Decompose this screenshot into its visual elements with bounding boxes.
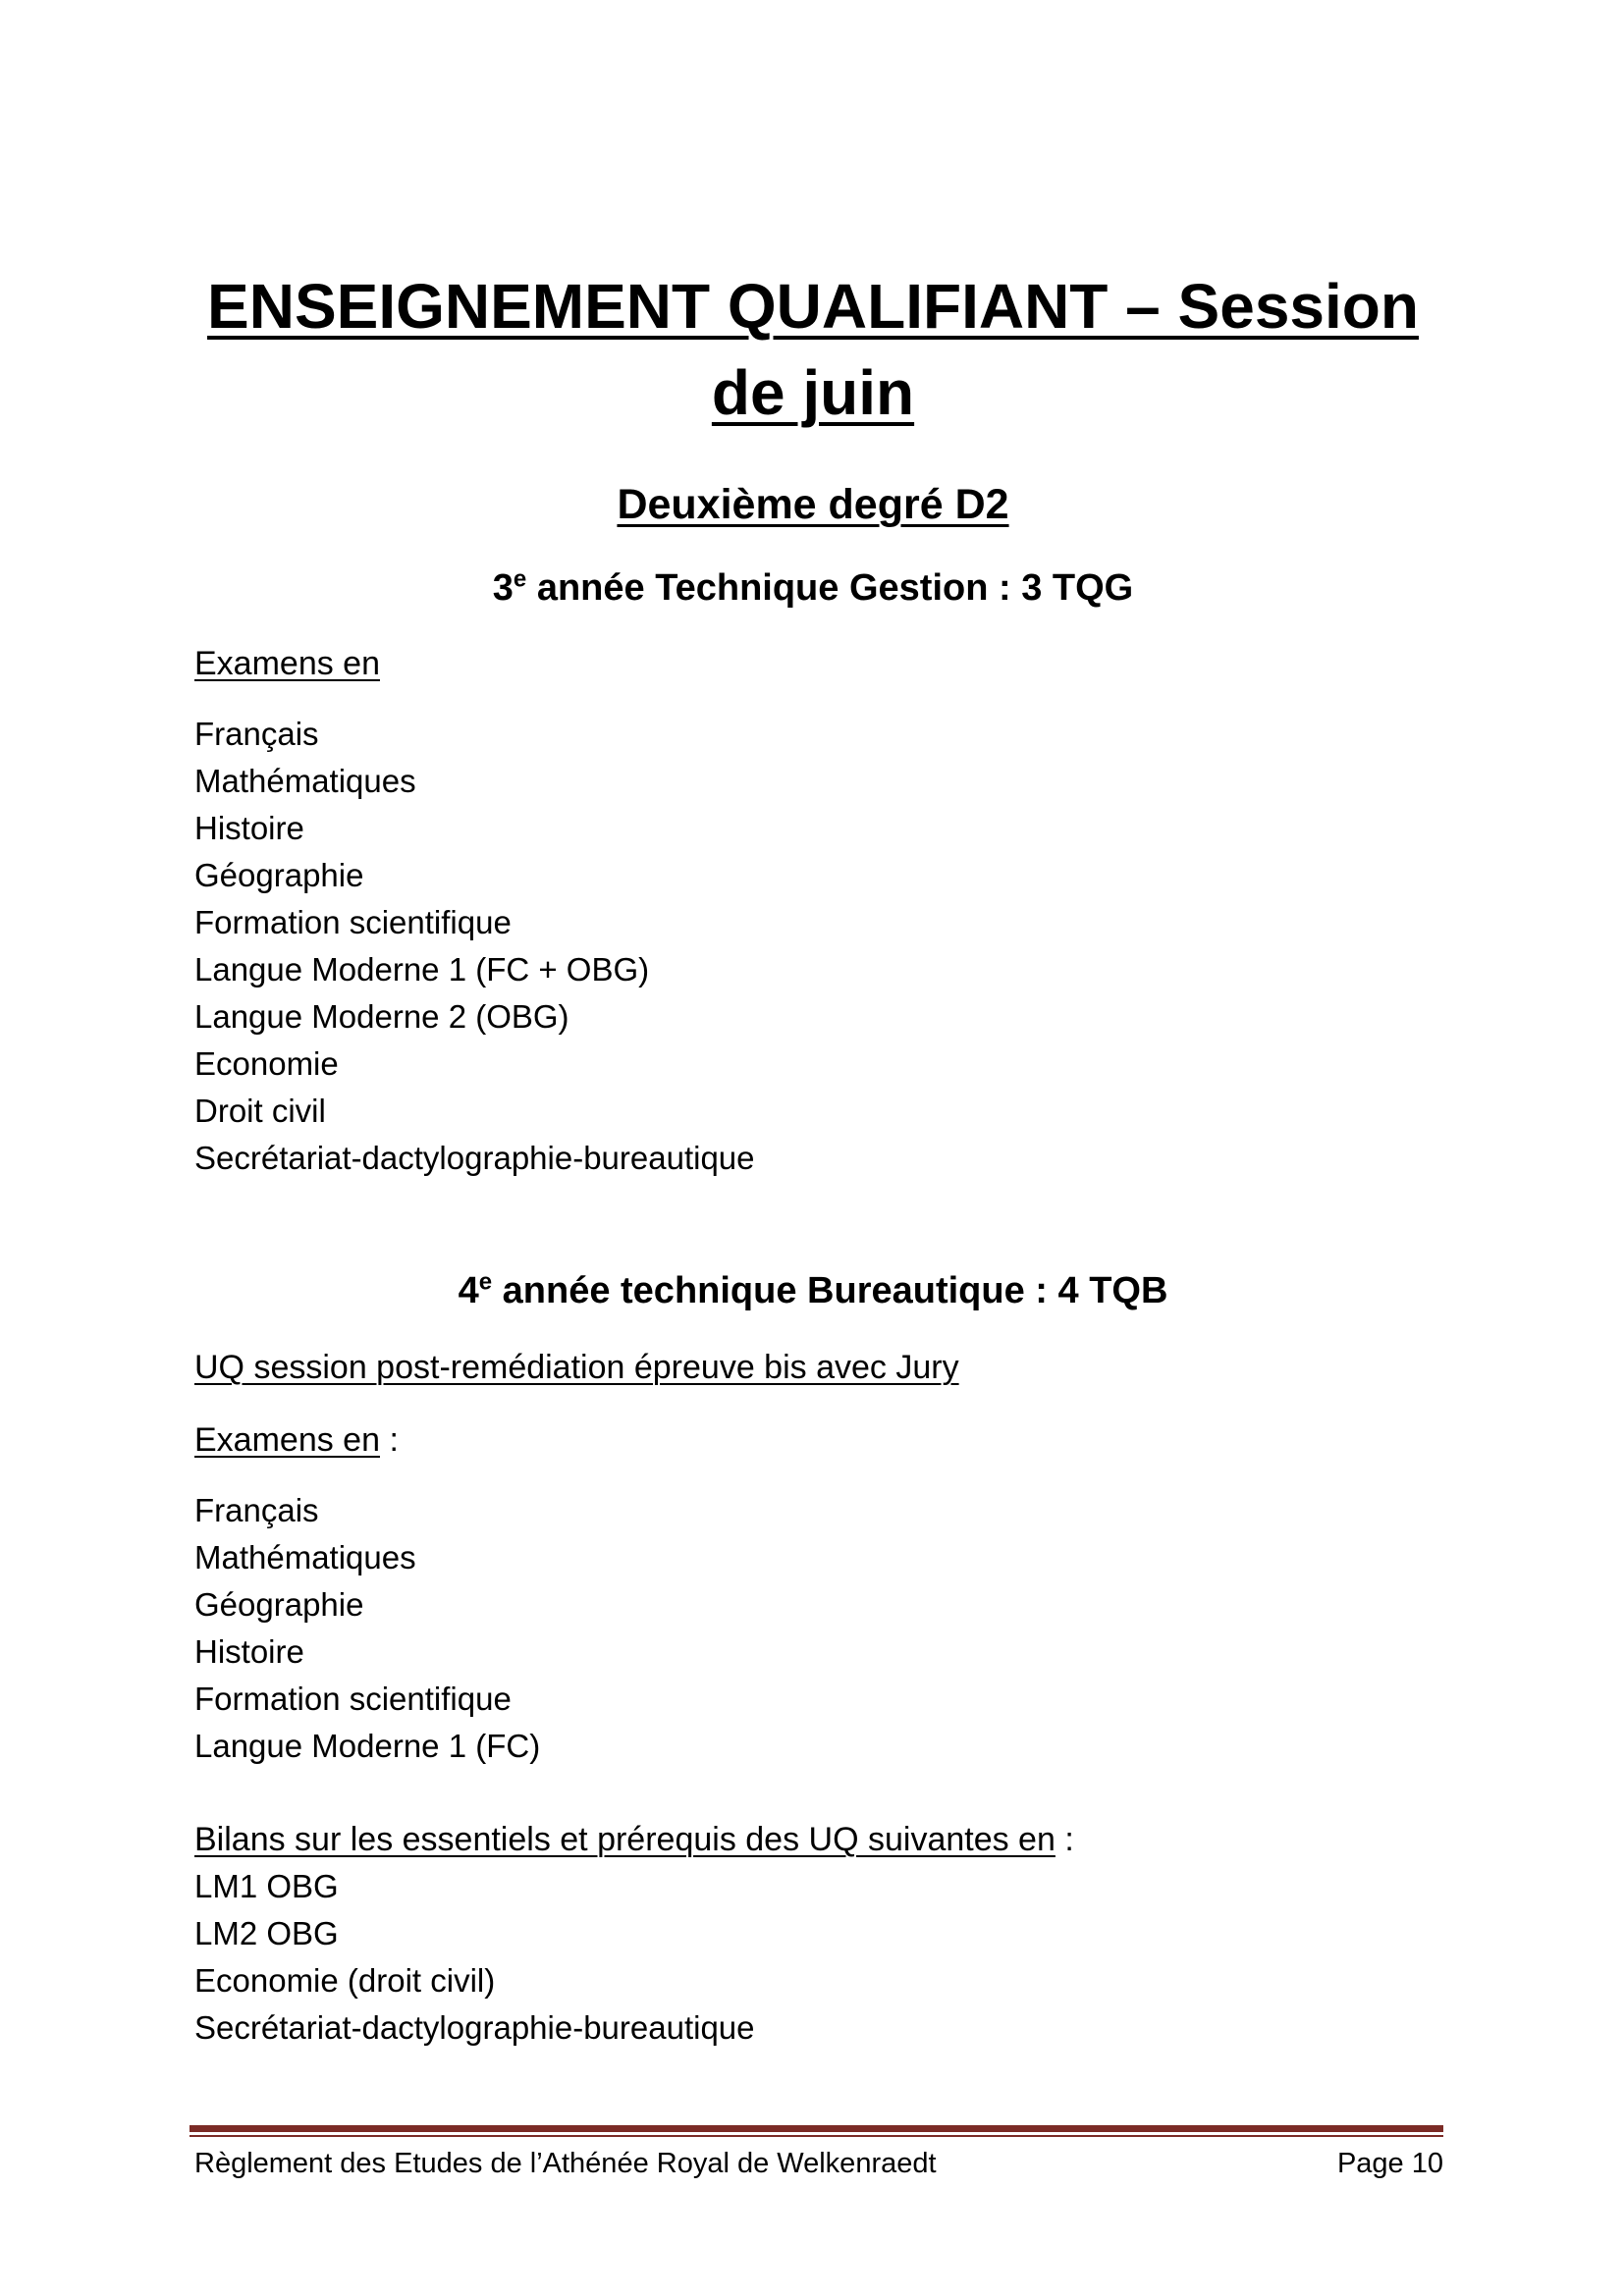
list-item: Mathématiques	[194, 1539, 416, 1575]
section-heading-text: année Technique Gestion : 3 TQG	[526, 567, 1134, 609]
list-item: Formation scientifique	[194, 1681, 512, 1717]
page-number: Page 10	[1336, 2148, 1443, 2179]
page-title: ENSEIGNEMENT QUALIFIANT – Session de juin	[207, 271, 1419, 428]
uq-session-label	[194, 1344, 959, 1391]
footer-divider-thin	[189, 2135, 1443, 2137]
subject-list-3tqg	[194, 711, 755, 1182]
section-heading-number: 4	[458, 1270, 479, 1311]
list-item: Géographie	[194, 857, 364, 893]
list-item: Français	[194, 716, 319, 752]
exams-label-suffix: :	[380, 1421, 399, 1459]
list-item: LM2 OBG	[194, 1915, 339, 1951]
footer-divider	[189, 2125, 1443, 2132]
list-item: Secrétariat-dactylographie-bureautique	[194, 2009, 755, 2046]
exams-label-text: Examens en	[194, 1421, 380, 1459]
list-item: Langue Moderne 2 (OBG)	[194, 998, 569, 1035]
section-heading-number: 3	[492, 567, 514, 609]
list-item: Economie (droit civil)	[194, 1962, 496, 1999]
list-item: Droit civil	[194, 1093, 326, 1129]
list-item: Economie	[194, 1045, 339, 1082]
bilans-label	[194, 1816, 1074, 1863]
list-item: Géographie	[194, 1586, 364, 1623]
section-heading-superscript: e	[478, 1268, 493, 1296]
list-item: Mathématiques	[194, 763, 416, 799]
exams-label-4tqb	[194, 1416, 399, 1464]
list-item: Histoire	[194, 810, 304, 846]
bilans-label-text: Bilans sur les essentiels et prérequis des UQ suivantes en	[194, 1821, 1056, 1858]
section-heading-text: année technique Bureautique : 4 TQB	[492, 1270, 1168, 1311]
list-item: Histoire	[194, 1633, 304, 1670]
list-item: Formation scientifique	[194, 904, 512, 940]
bilans-list	[194, 1863, 755, 2052]
degree-subtitle: Deuxième degré D2	[617, 481, 1009, 528]
footer-document-name: Règlement des Etudes de l’Athénée Royal de Welkenraedt	[194, 2148, 937, 2179]
section-heading-3tqg	[187, 561, 1439, 614]
list-item: Langue Moderne 1 (FC)	[194, 1728, 541, 1764]
list-item: Langue Moderne 1 (FC + OBG)	[194, 951, 650, 988]
uq-session-text: UQ session post-remédiation épreuve bis avec Jury	[194, 1349, 959, 1386]
section-heading-4tqb	[187, 1264, 1439, 1317]
exams-label-3tqg	[194, 640, 380, 687]
bilans-label-suffix: :	[1055, 1821, 1074, 1858]
section-heading-superscript: e	[513, 565, 527, 593]
exams-label-text: Examens en	[194, 645, 380, 682]
list-item: LM1 OBG	[194, 1868, 339, 1904]
subject-list-4tqb	[194, 1487, 540, 1770]
list-item: Français	[194, 1492, 319, 1528]
list-item: Secrétariat-dactylographie-bureautique	[194, 1140, 755, 1176]
